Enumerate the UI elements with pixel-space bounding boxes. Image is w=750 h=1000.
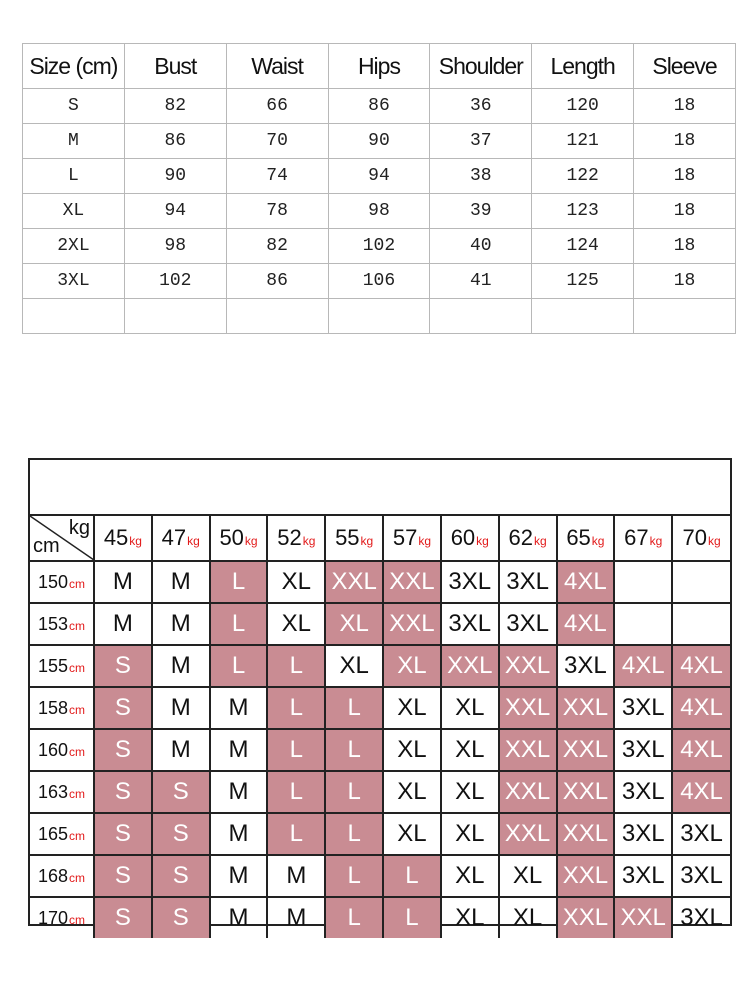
- table-row: [30, 645, 730, 687]
- measurement-cell: 90: [328, 124, 430, 159]
- height-value: 170: [37, 907, 69, 928]
- size-recommendation-cell: XXL: [499, 687, 557, 729]
- size-recommendation-cell: 3XL: [499, 561, 557, 603]
- size-label-cell: L: [23, 159, 125, 194]
- weight-unit: kg: [591, 534, 605, 548]
- size-recommendation-cell: 4XL: [614, 645, 672, 687]
- weight-header-cell: [557, 516, 615, 561]
- size-recommendation-cell: XXL: [557, 897, 615, 938]
- size-recommendation-cell: 3XL: [672, 813, 730, 855]
- measurement-cell: 18: [634, 264, 736, 299]
- measurement-cell: 78: [226, 194, 328, 229]
- table-row: [23, 194, 736, 229]
- table-row: [30, 897, 730, 938]
- weight-header-cell: [210, 516, 268, 561]
- measurement-cell: 18: [634, 194, 736, 229]
- weight-header-cell: [325, 516, 383, 561]
- weight-header-cell: [267, 516, 325, 561]
- empty-cell: [226, 299, 328, 334]
- measurement-cell: 86: [328, 89, 430, 124]
- height-value: 165: [37, 823, 69, 844]
- size-recommendation-cell: L: [210, 603, 268, 645]
- size-label-cell: XL: [23, 194, 125, 229]
- weight-header-cell: [94, 516, 152, 561]
- weight-value: 62: [508, 525, 533, 550]
- measurement-cell: 94: [328, 159, 430, 194]
- height-value: 153: [37, 613, 69, 634]
- size-recommendation-cell: M: [267, 855, 325, 897]
- size-recommendation-cell: S: [94, 687, 152, 729]
- measurement-cell: 82: [124, 89, 226, 124]
- size-recommendation-cell: [672, 561, 730, 603]
- size-recommendation-cell: 3XL: [441, 603, 499, 645]
- size-table-header-6: Sleeve: [634, 44, 736, 89]
- size-recommendation-cell: S: [152, 897, 210, 938]
- weight-header-cell: [672, 516, 730, 561]
- weight-unit: kg: [360, 534, 374, 548]
- weight-header-cell: [383, 516, 441, 561]
- weight-unit: kg: [533, 534, 547, 548]
- height-unit: cm: [69, 828, 86, 843]
- corner-weight-label: kg: [68, 517, 90, 539]
- size-table-header-3: Hips: [328, 44, 430, 89]
- height-unit: cm: [69, 618, 86, 633]
- table-row: [23, 264, 736, 299]
- measurement-cell: 82: [226, 229, 328, 264]
- measurement-cell: 102: [124, 264, 226, 299]
- size-recommendation-cell: 4XL: [557, 603, 615, 645]
- corner-cell: [30, 516, 94, 561]
- empty-cell: [23, 299, 125, 334]
- measurement-cell: 37: [430, 124, 532, 159]
- size-recommendation-cell: S: [152, 855, 210, 897]
- table-row: [30, 813, 730, 855]
- size-recommendation-cell: 3XL: [557, 645, 615, 687]
- weight-value: 70: [682, 525, 707, 550]
- measurement-cell: 123: [532, 194, 634, 229]
- size-recommendation-cell: [614, 603, 672, 645]
- height-header-cell: [30, 771, 94, 813]
- height-value: 160: [37, 739, 69, 760]
- size-recommendation-cell: XL: [383, 813, 441, 855]
- size-recommendation-cell: S: [94, 813, 152, 855]
- empty-cell: [430, 299, 532, 334]
- empty-cell: [328, 299, 430, 334]
- height-header-cell: [30, 897, 94, 938]
- size-recommendation-cell: 3XL: [672, 855, 730, 897]
- size-measurement-table: [22, 43, 736, 334]
- height-header-cell: [30, 813, 94, 855]
- size-recommendation-cell: 4XL: [672, 729, 730, 771]
- weight-unit: kg: [302, 534, 316, 548]
- measurement-cell: 18: [634, 229, 736, 264]
- size-recommendation-cell: L: [325, 729, 383, 771]
- size-recommendation-cell: 3XL: [614, 855, 672, 897]
- size-recommendation-cell: M: [152, 729, 210, 771]
- measurement-cell: 18: [634, 89, 736, 124]
- size-table-header-4: Shoulder: [430, 44, 532, 89]
- height-unit: cm: [69, 912, 86, 927]
- size-recommendation-cell: M: [152, 687, 210, 729]
- measurement-cell: 86: [124, 124, 226, 159]
- table-row: [23, 229, 736, 264]
- size-recommendation-cell: XXL: [499, 729, 557, 771]
- size-recommendation-cell: 4XL: [672, 687, 730, 729]
- size-recommendation-cell: XXL: [499, 813, 557, 855]
- table-row: [30, 561, 730, 603]
- measurement-cell: 41: [430, 264, 532, 299]
- table-row: [23, 124, 736, 159]
- size-table-header-2: Waist: [226, 44, 328, 89]
- size-recommendation-cell: L: [210, 561, 268, 603]
- measurement-cell: 106: [328, 264, 430, 299]
- height-unit: cm: [69, 576, 86, 591]
- size-recommendation-cell: S: [94, 645, 152, 687]
- size-recommendation-cell: XL: [441, 897, 499, 938]
- size-recommendation-cell: S: [94, 729, 152, 771]
- weight-header-cell: [499, 516, 557, 561]
- size-recommendation-cell: M: [210, 897, 268, 938]
- table-row: [30, 771, 730, 813]
- size-recommendation-cell: M: [210, 687, 268, 729]
- size-recommendation-cell: XXL: [499, 645, 557, 687]
- size-recommendation-cell: XL: [325, 645, 383, 687]
- measurement-cell: 122: [532, 159, 634, 194]
- measurement-cell: 38: [430, 159, 532, 194]
- measurement-cell: 18: [634, 124, 736, 159]
- height-header-cell: [30, 603, 94, 645]
- size-recommendation-cell: L: [267, 729, 325, 771]
- measurement-cell: 124: [532, 229, 634, 264]
- size-recommendation-cell: XL: [499, 897, 557, 938]
- weight-value: 67: [624, 525, 649, 550]
- table-row: [30, 855, 730, 897]
- height-value: 150: [37, 571, 69, 592]
- measurement-cell: 66: [226, 89, 328, 124]
- size-recommendation-cell: S: [152, 813, 210, 855]
- table-row: [30, 687, 730, 729]
- size-table-header-1: Bust: [124, 44, 226, 89]
- height-header-cell: [30, 729, 94, 771]
- empty-cell: [634, 299, 736, 334]
- size-recommendation-cell: L: [325, 897, 383, 938]
- size-label-cell: 3XL: [23, 264, 125, 299]
- weight-unit: kg: [476, 534, 489, 548]
- weight-value: 50: [219, 525, 244, 550]
- size-recommendation-cell: XL: [383, 771, 441, 813]
- size-recommendation-cell: XL: [499, 855, 557, 897]
- size-recommendation-cell: L: [210, 645, 268, 687]
- size-recommendation-cell: XXL: [383, 561, 441, 603]
- height-header-cell: [30, 645, 94, 687]
- size-recommendation-cell: S: [94, 855, 152, 897]
- height-value: 168: [37, 865, 69, 886]
- size-recommendation-cell: L: [325, 687, 383, 729]
- size-recommendation-cell: S: [152, 771, 210, 813]
- size-recommendation-cell: [614, 561, 672, 603]
- weight-header-cell: [614, 516, 672, 561]
- weight-value: 57: [392, 525, 418, 550]
- size-recommendation-cell: XL: [441, 729, 499, 771]
- measurement-cell: 125: [532, 264, 634, 299]
- size-recommendation-cell: M: [210, 729, 268, 771]
- measurement-cell: 18: [634, 159, 736, 194]
- size-recommendation-cell: XL: [383, 687, 441, 729]
- corner-height-label: cm: [33, 535, 60, 557]
- measurement-cell: 90: [124, 159, 226, 194]
- size-recommendation-cell: XL: [441, 813, 499, 855]
- size-recommendation-cell: XXL: [614, 897, 672, 938]
- size-recommendation-cell: XL: [267, 603, 325, 645]
- size-recommendation-cell: 3XL: [614, 687, 672, 729]
- size-recommendation-cell: 3XL: [672, 897, 730, 938]
- size-recommendation-cell: XXL: [557, 855, 615, 897]
- size-recommendation-cell: M: [210, 813, 268, 855]
- height-header-cell: [30, 687, 94, 729]
- measurement-cell: 98: [328, 194, 430, 229]
- measurement-cell: 94: [124, 194, 226, 229]
- size-label-cell: 2XL: [23, 229, 125, 264]
- size-recommendation-cell: [672, 603, 730, 645]
- measurement-cell: 120: [532, 89, 634, 124]
- size-recommendation-cell: XXL: [325, 561, 383, 603]
- size-recommendation-cell: XL: [267, 561, 325, 603]
- size-recommendation-cell: XL: [441, 855, 499, 897]
- size-recommendation-cell: S: [94, 771, 152, 813]
- size-recommendation-cell: XL: [325, 603, 383, 645]
- size-table-body: [23, 89, 736, 334]
- empty-cell: [532, 299, 634, 334]
- height-value: 163: [37, 781, 69, 802]
- size-recommendation-cell: S: [94, 897, 152, 938]
- size-recommendation-cell: 4XL: [672, 645, 730, 687]
- weight-value: 60: [450, 525, 476, 550]
- weight-unit: kg: [707, 534, 721, 548]
- size-recommendation-cell: XXL: [557, 729, 615, 771]
- size-label-cell: M: [23, 124, 125, 159]
- table-row: [30, 729, 730, 771]
- size-recommendation-cell: L: [267, 813, 325, 855]
- size-recommendation-cell: XXL: [557, 813, 615, 855]
- measurement-cell: 74: [226, 159, 328, 194]
- size-recommendation-cell: 3XL: [499, 603, 557, 645]
- size-recommendation-cell: XXL: [383, 603, 441, 645]
- recommendation-title-band: [30, 460, 730, 516]
- weight-value: 47: [161, 525, 187, 550]
- size-recommendation-cell: 3XL: [614, 813, 672, 855]
- size-recommendation-cell: XXL: [557, 771, 615, 813]
- size-recommendation-cell: L: [383, 855, 441, 897]
- height-unit: cm: [69, 870, 86, 885]
- size-recommendation-cell: XL: [441, 687, 499, 729]
- size-recommendation-cell: L: [383, 897, 441, 938]
- size-recommendation-cell: L: [325, 813, 383, 855]
- table-row: [23, 89, 736, 124]
- size-recommendation-cell: M: [210, 855, 268, 897]
- weight-value: 52: [277, 525, 302, 550]
- size-recommendation-cell: 4XL: [672, 771, 730, 813]
- height-value: 155: [37, 655, 69, 676]
- measurement-cell: 40: [430, 229, 532, 264]
- size-recommendation-cell: XL: [383, 645, 441, 687]
- height-header-cell: [30, 855, 94, 897]
- size-recommendation-cell: L: [325, 855, 383, 897]
- weight-value: 55: [335, 525, 360, 550]
- weight-unit: kg: [244, 534, 258, 548]
- recommendation-table: [30, 516, 730, 938]
- weight-header-row: [30, 516, 730, 561]
- size-recommendation-cell: 3XL: [614, 729, 672, 771]
- size-label-cell: S: [23, 89, 125, 124]
- size-recommendation-cell: M: [152, 603, 210, 645]
- size-table-header-5: Length: [532, 44, 634, 89]
- table-row: [30, 603, 730, 645]
- height-header-cell: [30, 561, 94, 603]
- measurement-cell: 121: [532, 124, 634, 159]
- measurement-cell: 70: [226, 124, 328, 159]
- size-recommendation-cell: XXL: [557, 687, 615, 729]
- height-unit: cm: [69, 786, 86, 801]
- size-recommendation-cell: M: [152, 561, 210, 603]
- size-recommendation-cell: 4XL: [557, 561, 615, 603]
- size-recommendation-grid: [28, 458, 732, 931]
- size-recommendation-cell: L: [267, 645, 325, 687]
- size-recommendation-cell: M: [94, 561, 152, 603]
- size-recommendation-cell: XL: [441, 771, 499, 813]
- measurement-cell: 102: [328, 229, 430, 264]
- size-table-header-0: Size (cm): [23, 44, 125, 89]
- size-recommendation-cell: L: [325, 771, 383, 813]
- size-recommendation-cell: L: [267, 687, 325, 729]
- weight-header-cell: [441, 516, 499, 561]
- table-row: [23, 159, 736, 194]
- size-recommendation-cell: M: [267, 897, 325, 938]
- measurement-cell: 39: [430, 194, 532, 229]
- size-table-header-row: [23, 44, 736, 89]
- height-unit: cm: [69, 744, 86, 759]
- empty-cell: [124, 299, 226, 334]
- measurement-cell: 86: [226, 264, 328, 299]
- height-unit: cm: [69, 702, 86, 717]
- measurement-cell: 36: [430, 89, 532, 124]
- size-recommendation-cell: XXL: [441, 645, 499, 687]
- weight-unit: kg: [649, 534, 663, 548]
- weight-header-cell: [152, 516, 210, 561]
- size-recommendation-cell: M: [94, 603, 152, 645]
- size-recommendation-cell: M: [210, 771, 268, 813]
- size-recommendation-cell: 3XL: [441, 561, 499, 603]
- weight-value: 65: [566, 525, 591, 550]
- size-recommendation-cell: 3XL: [614, 771, 672, 813]
- measurement-cell: 98: [124, 229, 226, 264]
- size-recommendation-cell: XL: [383, 729, 441, 771]
- height-unit: cm: [69, 660, 86, 675]
- size-recommendation-cell: M: [152, 645, 210, 687]
- size-recommendation-cell: L: [267, 771, 325, 813]
- weight-value: 45: [103, 525, 129, 550]
- weight-unit: kg: [418, 534, 432, 548]
- size-recommendation-cell: XXL: [499, 771, 557, 813]
- empty-row: [23, 299, 736, 334]
- weight-unit: kg: [129, 534, 142, 548]
- weight-unit: kg: [187, 534, 200, 548]
- height-value: 158: [37, 697, 69, 718]
